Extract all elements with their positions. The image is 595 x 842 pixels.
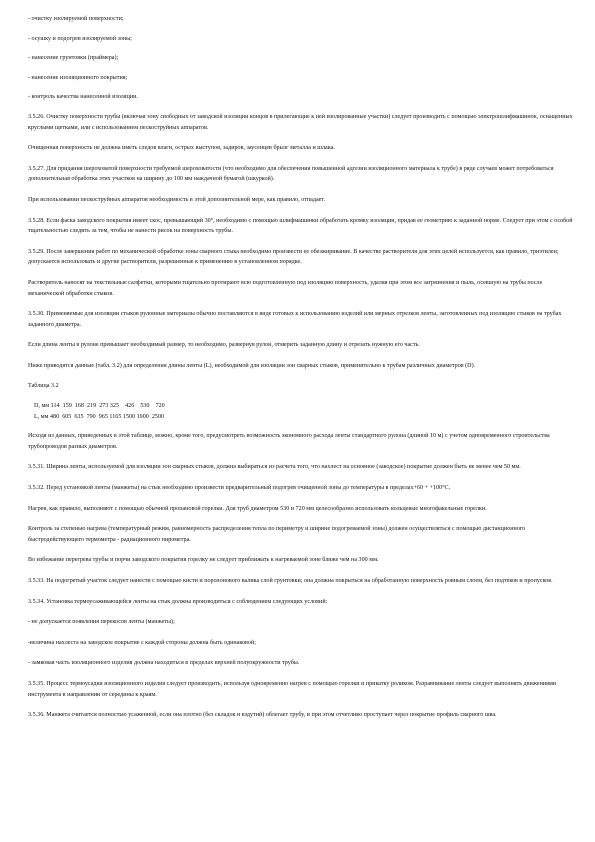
list-item-quality-control: - контроль качества нанесенной изоляции.: [28, 94, 138, 101]
paragraph-3-5-33: 3.5.33. На подогретый участок следует нанести с помощью кисти и поролонового валика слой грунтовки; она должна покрыться на обработанную поверхность ровным слоем, без подтеков и пропусков.: [28, 578, 553, 584]
list-item-cleaning: - очистку изолируемой поверхности;: [28, 16, 124, 22]
paragraph-3-5-28: 3.5.28. Если фаска заводского покрытия имеет скос, превышающий 30°, необходимо с помощью шлифмашинки обработать кромку изоляции, придав ее геометрию к заданной норме. Следует при этом с особой тщательностью следить за тем, чтобы не нанести рисок на поверхность трубы.: [28, 217, 573, 235]
paragraph-3-5-27: 3.5.27. Для придания шероховатой поверхности требуемой шероховатости (что необходимо для обеспечения повышенной адгезии изоляционного материала к трубе) в ряде случаев может потребоваться дополнительная обработка этих участков на ширину до 100 мм наждачной бумагой (шкуркой).: [28, 165, 554, 183]
paragraph-roll-length: Если длина ленты в рулоне превышает необходимый размер, то необходимо, развернув рулон, отмерить заданную длину и отрезать нужную его часть.: [28, 342, 420, 349]
table-row-length: L, мм 480 605 635 790 965 1165 1500 1900 2500: [34, 413, 165, 420]
document-page: [28, 14, 573, 731]
paragraph-3-5-36: 3.5.36. Манжета считается полностью усаженной, если она плотно (без складок и вздутий) облегает трубу, и при этом отчетливо проступает через покрытие профиль сварного шва.: [28, 712, 497, 719]
paragraph-heat-control: Контроль за степенью нагрева (температурный режим, равномерность распределения тепла по периметру и ширине подогреваемой зоны) должен осуществляться с помощью дистанционного быстродействующего термометра - радиационного пирометра.: [28, 526, 526, 543]
list-item-primer: - нанесение грунтовки (праймера);: [28, 55, 119, 62]
paragraph-overheat: Во избежание перегрева трубы и порчи заводского покрытия горелку не следует приближать к нагреваемой зоне ближе чем на 300 мм.: [28, 557, 379, 564]
list-item-drying: - осушку и подогрев изолируемой зоны;: [28, 35, 132, 42]
paragraph-3-5-32: 3.5.32. Перед установкой ленты (манжеты) на стык необходимо произвести предварительный подогрев очищенной зоны до температуры в пределах+60 + +100°С.: [28, 485, 451, 492]
list-item-overlap: -величина нахлеста на заводское покрытие с каждой стороны должна быть одинаковой;: [28, 639, 256, 646]
paragraph-3-5-30: 3.5.30. Применяемые для изоляции стыков рулонные материалы обычно поставляются в виде готовых к использованию изделий или мерных отрезков ленты, заготовленных под изоляцию стыков на трубах заданного диаметра.: [28, 311, 562, 328]
paragraph-3-5-29: 3.5.29. После завершения работ по механической обработке зоны сварного стыка необходимо произвести ее обезжиривание. В качестве растворителя для этих целей используется, как правило, триэтилен; допускается использовать и другие растворители, разрешенные к применению в установленном порядке.: [28, 248, 559, 266]
paragraph-solvent: Растворитель наносят на текстильные салфетки, которыми тщательно протирают всю подготовленную под изоляцию поверхность, удаляя при этом все загрязнения и пыль, осевшую на трубы после механической обработки стыков.: [28, 279, 543, 297]
paragraph-heating: Нагрев, как правило, выполняют с помощью обычной пропановой горелки. Для труб диаметром 530 и 720 мм целесообразно использовать кольцевые многофакельные горелки.: [28, 505, 487, 512]
list-item-coating: - нанесение изоляционного покрытия;: [28, 74, 128, 81]
paragraph-sandblast-note: При использовании пескоструйных аппаратов необходимость в этой дополнительной мере, как правило, отпадает.: [28, 196, 326, 203]
paragraph-3-5-35: 3.5.35. Процесс термоусадки изоляционного изделия следует производить, используя одновременно нагрев с помощью горелки и прикатку роликом. Разравнивание ленты следует выполнять движениями инструмента в направлении от середины к краям.: [28, 680, 557, 698]
table-caption: Таблица 3.2: [28, 383, 59, 390]
list-item-no-skew: - не допускается появления перекосов ленты (манжеты);: [28, 619, 175, 626]
paragraph-economy: Исходя из данных, приведенных в этой таблице, можно, кроме того, предусмотреть возможность экономного расхода ленты стандартного рулона (длиной 10 м) с учетом одновременного строительства трубопроводов разных диаметров.: [28, 433, 550, 450]
paragraph-cleaned-surface: Очищенная поверхность не должна иметь следов влаги, острых выступов, задиров, заусенцев брызг металла и шлака.: [28, 145, 335, 152]
list-item-lock-position: - замковая часть изоляционного изделия должна находиться в пределах верхней полуокружности трубы.: [28, 660, 300, 667]
table-row-diameter: D, мм 114 159 168 219 273 325 426 530 720: [34, 403, 165, 410]
paragraph-3-5-31: 3.5.31. Ширина ленты, используемой для изоляции зон сварных стыков, должна выбираться из расчета того, что нахлест на основное (заводское) покрытие должен быть не менее чем 50 мм.: [28, 464, 521, 471]
paragraph-3-5-26: 3.5.26. Очистку поверхности трубы (включая зону свободных от заводской изоляции концов в прилегающие к ней изолированные участки) следует производить с помощью электрошлифмашинок, оснащенных круглыми щетками, или с использованием пескоструйных аппаратов.: [28, 113, 573, 131]
table-3-2: [28, 381, 573, 422]
paragraph-3-5-34: 3.5.34. Установка термоусаживающейся ленты на стык должна производиться с соблюдением следующих условий:: [28, 598, 328, 605]
paragraph-table-intro: Ниже приводятся данные (табл. 3.2) для определения длины ленты (L), необходимой для изоляции зон сварных стыков, применительно к трубам различных диаметров (D).: [28, 362, 476, 369]
